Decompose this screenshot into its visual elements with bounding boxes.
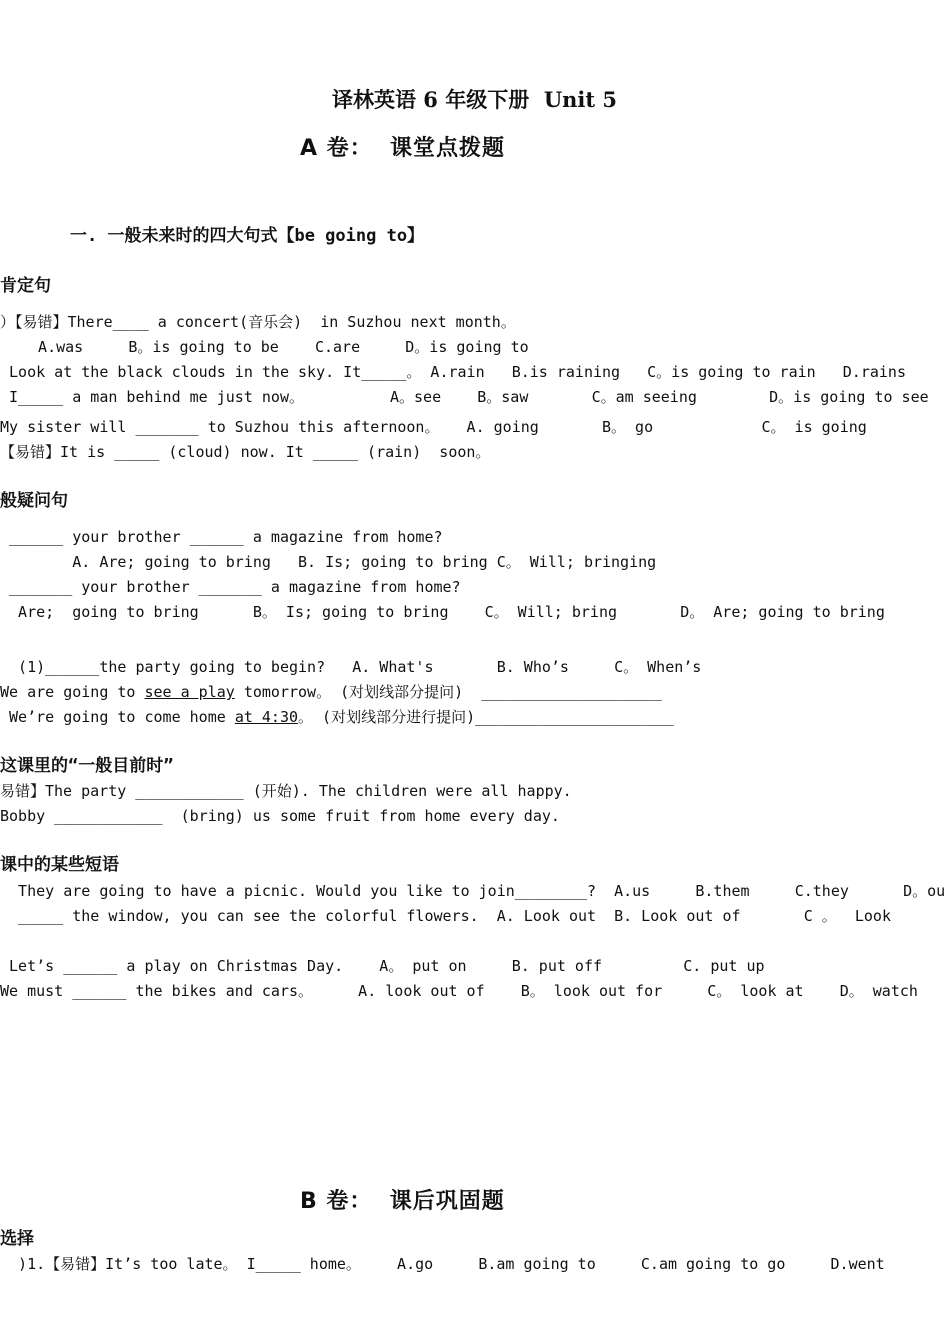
- section-one-heading: 一. 一般未来时的四大句式【be going to】: [70, 226, 425, 246]
- question-see-options: A。see B。saw C。am seeing D。is going to see: [390, 388, 929, 406]
- question-play-underlined: see a play: [144, 683, 235, 701]
- page-title: 译林英语 6 年级下册 Unit 5: [332, 87, 618, 112]
- question-sister: My sister will _______ to Suzhou this afternoon。 A. going B。 go C。 is going: [0, 418, 867, 436]
- question-late: )1.【易错】It’s too late。 I_____ home。 A.go B.am going to C.am going to go D.went: [0, 1255, 885, 1273]
- question-see: I_____ a man behind me just now。: [0, 388, 304, 406]
- question-cloud: 【易错】It is _____ (cloud) now. It _____ (rain) soon。: [0, 443, 491, 461]
- question-window: _____ the window, you can see the colorful flowers. A. Look out B. Look out of C 。 Look: [0, 907, 891, 925]
- question-form-heading: 般疑问句: [0, 491, 68, 511]
- question-bikes: We must ______ the bikes and cars。 A. look out of B。 look out for C。 look at D。 watch: [0, 982, 918, 1000]
- phrases-heading: 课中的某些短语: [0, 855, 119, 875]
- choice-heading: 选择: [0, 1229, 34, 1249]
- paper-b-heading: B 卷： 课后巩固题: [300, 1189, 505, 1214]
- question-picnic: They are going to have a picnic. Would you like to join________? A.us B.them C.they D。ou: [0, 882, 946, 900]
- present-tense-heading: 这课里的“一般目前时”: [0, 756, 174, 776]
- question-magazine-1-options: A. Are; going to bring B. Is; going to bring C。 Will; bringing: [0, 553, 657, 571]
- question-home-rest: 。 (对划线部分进行提问)______________________: [298, 708, 674, 726]
- question-magazine-2: _______ your brother _______ a magazine from home?: [0, 578, 461, 596]
- question-play-text: We are going to: [0, 683, 145, 701]
- question-clouds: Look at the black clouds in the sky. It_____。 A.rain B.is raining C。is going to rain D.rains: [0, 363, 906, 381]
- question-home-underlined: at 4:30: [234, 708, 299, 726]
- question-party: (1)______the party going to begin? A. What's B. Who’s C。 When’s: [0, 658, 702, 676]
- question-christmas: Let’s ______ a play on Christmas Day. A。 put on B. put off C. put up: [0, 957, 765, 975]
- question-play-rest: tomorrow。 (对划线部分提问) ____________________: [234, 683, 662, 701]
- question-bring: Bobby ____________ (bring) us some fruit from home every day.: [0, 807, 560, 825]
- question-play: [0, 682, 662, 702]
- question-magazine-2-options: Are; going to bring B。 Is; going to bring C。 Will; bring D。 Are; going to bring: [0, 603, 885, 621]
- question-home: [0, 707, 674, 727]
- question-home-text: We’re going to come home: [0, 708, 235, 726]
- question-there-options: A.was B。is going to be C.are D。is going to: [20, 338, 529, 356]
- question-begin: 易错】The party ____________ (开始). The children were all happy.: [0, 782, 572, 800]
- paper-a-heading: A 卷： 课堂点拨题: [300, 136, 506, 161]
- question-magazine-1: ______ your brother ______ a magazine from home?: [0, 528, 443, 546]
- question-there: ）【易错】There____ a concert(音乐会) in Suzhou next month。: [0, 313, 516, 331]
- affirmative-heading: 肯定句: [0, 276, 51, 296]
